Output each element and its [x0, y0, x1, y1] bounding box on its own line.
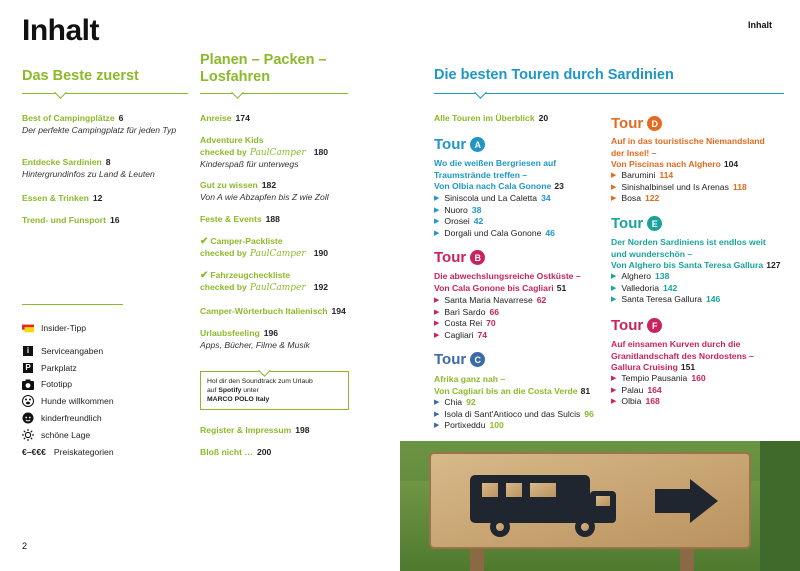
toc-entry-essen[interactable]: Essen & Trinken 12	[22, 193, 103, 203]
legend-parking: P Parkplatz	[22, 362, 77, 374]
legend-fototipp: Fototipp	[22, 378, 72, 390]
checkmark-icon: ✔	[200, 270, 209, 281]
toc-entry-entdecke[interactable]: Entdecke Sardinien 8 Hintergrundinfos zu Land & Leuten	[22, 157, 155, 179]
tour-f-heading: Tour F	[611, 317, 662, 334]
toc-entry-fahrzeug[interactable]: ✔ Fahrzeugcheckliste checked by PaulCamper 192	[200, 270, 329, 293]
list-item[interactable]: ▶ Olbia 168	[611, 396, 660, 406]
list-item[interactable]: ▶ Santa Teresa Gallura 146	[611, 294, 721, 304]
legend-lage: schöne Lage	[22, 429, 90, 441]
camera-icon	[22, 378, 34, 390]
tour-a-stops	[434, 193, 555, 239]
tour-f-desc[interactable]: Auf einsamen Kurven durch die Granitlandschaft des Nordostens – Gallura Cruising 151	[611, 339, 754, 372]
section-title-touren: Die besten Touren durch Sardinien	[434, 67, 674, 83]
tour-c-desc[interactable]: Afrika ganz nah – Von Cagliari bis an die Costa Verde 81	[434, 374, 591, 396]
list-item[interactable]: ▶ Nuoro 38	[434, 204, 482, 215]
tour-f-stops	[611, 373, 706, 408]
list-item[interactable]: ▶ Chia 92	[434, 397, 476, 407]
tour-f-badge: F	[647, 318, 662, 333]
divider-notch	[54, 86, 67, 99]
legend-service: i Serviceangaben	[22, 345, 103, 357]
tour-c-badge: C	[470, 352, 485, 367]
toc-entry-register[interactable]: Register & Impressum 198	[200, 425, 310, 435]
toc-entry-woerterbuch[interactable]: Camper-Wörterbuch Italienisch 194	[200, 306, 346, 316]
tour-a-badge: A	[470, 137, 485, 152]
paulcamper-logo: PaulCamper	[249, 147, 306, 158]
list-item[interactable]: ▶ Costa Rei 70	[434, 318, 496, 328]
tour-e-heading: Tour E	[611, 215, 662, 232]
tour-c-heading: Tour C	[434, 351, 485, 368]
tour-d-stops	[611, 170, 747, 205]
list-item[interactable]: ▶ Barì Sardo 66	[434, 306, 500, 317]
list-item[interactable]: ▶ Valledoria 142	[611, 282, 678, 293]
toc-entry-anreise[interactable]: Anreise 174	[200, 113, 250, 123]
toc-entry-gut-zu-wissen[interactable]: Gut zu wissen 182 Von A wie Abzapfen bis Z wie Zoll	[200, 180, 329, 202]
tour-b-stops	[434, 295, 546, 341]
list-item[interactable]: ▶ Alghero 138	[611, 271, 670, 281]
sun-icon	[22, 429, 34, 441]
legend-hunde: Hunde willkommen	[22, 395, 114, 407]
tour-c-stops	[434, 397, 594, 432]
list-item[interactable]: ▶ Palau 164	[611, 384, 662, 395]
child-icon	[22, 412, 34, 424]
info-icon: i	[22, 345, 34, 357]
list-item[interactable]: ▶ Portixeddu 100	[434, 420, 504, 430]
divider-notch	[474, 86, 487, 99]
tour-d-badge: D	[647, 116, 662, 131]
checkmark-icon: ✔	[200, 236, 209, 247]
section-title-planen: Planen – Packen – Losfahren	[200, 52, 327, 85]
list-item[interactable]: ▶ Sinishalbinsel und Is Arenas 118	[611, 181, 747, 192]
insider-tipp-icon	[22, 322, 34, 334]
parking-icon: P	[22, 362, 34, 374]
price-symbol: €–€€€	[22, 447, 46, 457]
toc-entry-trend[interactable]: Trend- und Funsport 16	[22, 215, 120, 225]
running-header: Inhalt	[748, 20, 772, 30]
list-item[interactable]: ▶ Orosei 42	[434, 216, 484, 226]
list-item[interactable]: ▶ Santa Maria Navarrese 62	[434, 295, 547, 305]
section-divider	[434, 93, 784, 94]
tour-d-desc[interactable]: Auf in das touristische Niemandsland der Insel! – Von Piscinas nach Alghero 104	[611, 136, 765, 169]
tour-e-desc[interactable]: Der Norden Sardiniens ist endlos weit und wunderschön – Von Alghero bis Santa Teresa Gallura 127	[611, 237, 781, 270]
paulcamper-logo: PaulCamper	[249, 248, 306, 259]
page-number: 2	[22, 541, 28, 551]
page-title: Inhalt	[22, 14, 99, 47]
section-title-best: Das Beste zuerst	[22, 68, 139, 84]
list-item[interactable]: ▶ Cagliari 74	[434, 329, 488, 340]
tour-a-heading: Tour A	[434, 136, 485, 153]
toc-entry-best-of-camping[interactable]: Best of Campingplätze 6 Der perfekte Campingplatz für jeden Typ	[22, 113, 177, 135]
soundtrack-box: Hol dir den Soundtrack zum Urlaub auf Spotify unter MARCO POLO Italy	[200, 371, 349, 410]
camper-sign-photo	[400, 441, 800, 571]
paw-icon	[22, 395, 34, 407]
tour-b-badge: B	[470, 250, 485, 265]
legend-insider-tipp: Insider-Tipp	[22, 322, 86, 334]
toc-entry-bloss-nicht[interactable]: Bloß nicht … 200	[200, 447, 272, 457]
tour-a-desc[interactable]: Wo die weißen Bergriesen auf Traumstrände treffen – Von Olbia nach Cala Gonone 23	[434, 158, 564, 191]
paulcamper-logo: PaulCamper	[249, 282, 306, 293]
toc-entry-alle-touren[interactable]: Alle Touren im Überblick 20	[434, 113, 549, 123]
list-item[interactable]: ▶ Dorgali und Cala Gonone 46	[434, 227, 555, 238]
legend-divider	[22, 304, 123, 305]
toc-entry-feste[interactable]: Feste & Events 188	[200, 214, 280, 224]
tour-d-heading: Tour D	[611, 115, 662, 132]
legend-kinder: kinderfreundlich	[22, 412, 102, 424]
toc-entry-urlaubsfeeling[interactable]: Urlaubsfeeling 196 Apps, Bücher, Filme & Musik	[200, 328, 310, 350]
section-divider	[22, 93, 188, 94]
tour-e-badge: E	[647, 216, 662, 231]
tour-e-stops	[611, 271, 720, 306]
divider-notch	[231, 86, 244, 99]
list-item[interactable]: ▶ Tempio Pausania 160	[611, 373, 706, 383]
toc-entry-adventure-kids[interactable]: Adventure Kids checked by PaulCamper 180 Kinderspaß für unterwegs	[200, 135, 329, 169]
list-item[interactable]: ▶ Barumini 114	[611, 170, 674, 180]
tour-b-desc[interactable]: Die abwechslungsreiche Ostküste – Von Cala Gonone bis Cagliari 51	[434, 271, 581, 293]
toc-entry-packliste[interactable]: ✔ Camper-Packliste checked by PaulCamper 190	[200, 236, 329, 259]
legend-preis: €–€€€ Preiskategorien	[22, 447, 114, 457]
list-item[interactable]: ▶ Isola di Sant'Antioco und das Sulcis 96	[434, 408, 594, 419]
section-divider	[200, 93, 348, 94]
tour-b-heading: Tour B	[434, 249, 485, 266]
list-item[interactable]: ▶ Siniscola und La Caletta 34	[434, 193, 551, 203]
list-item[interactable]: ▶ Bosa 122	[611, 193, 660, 203]
